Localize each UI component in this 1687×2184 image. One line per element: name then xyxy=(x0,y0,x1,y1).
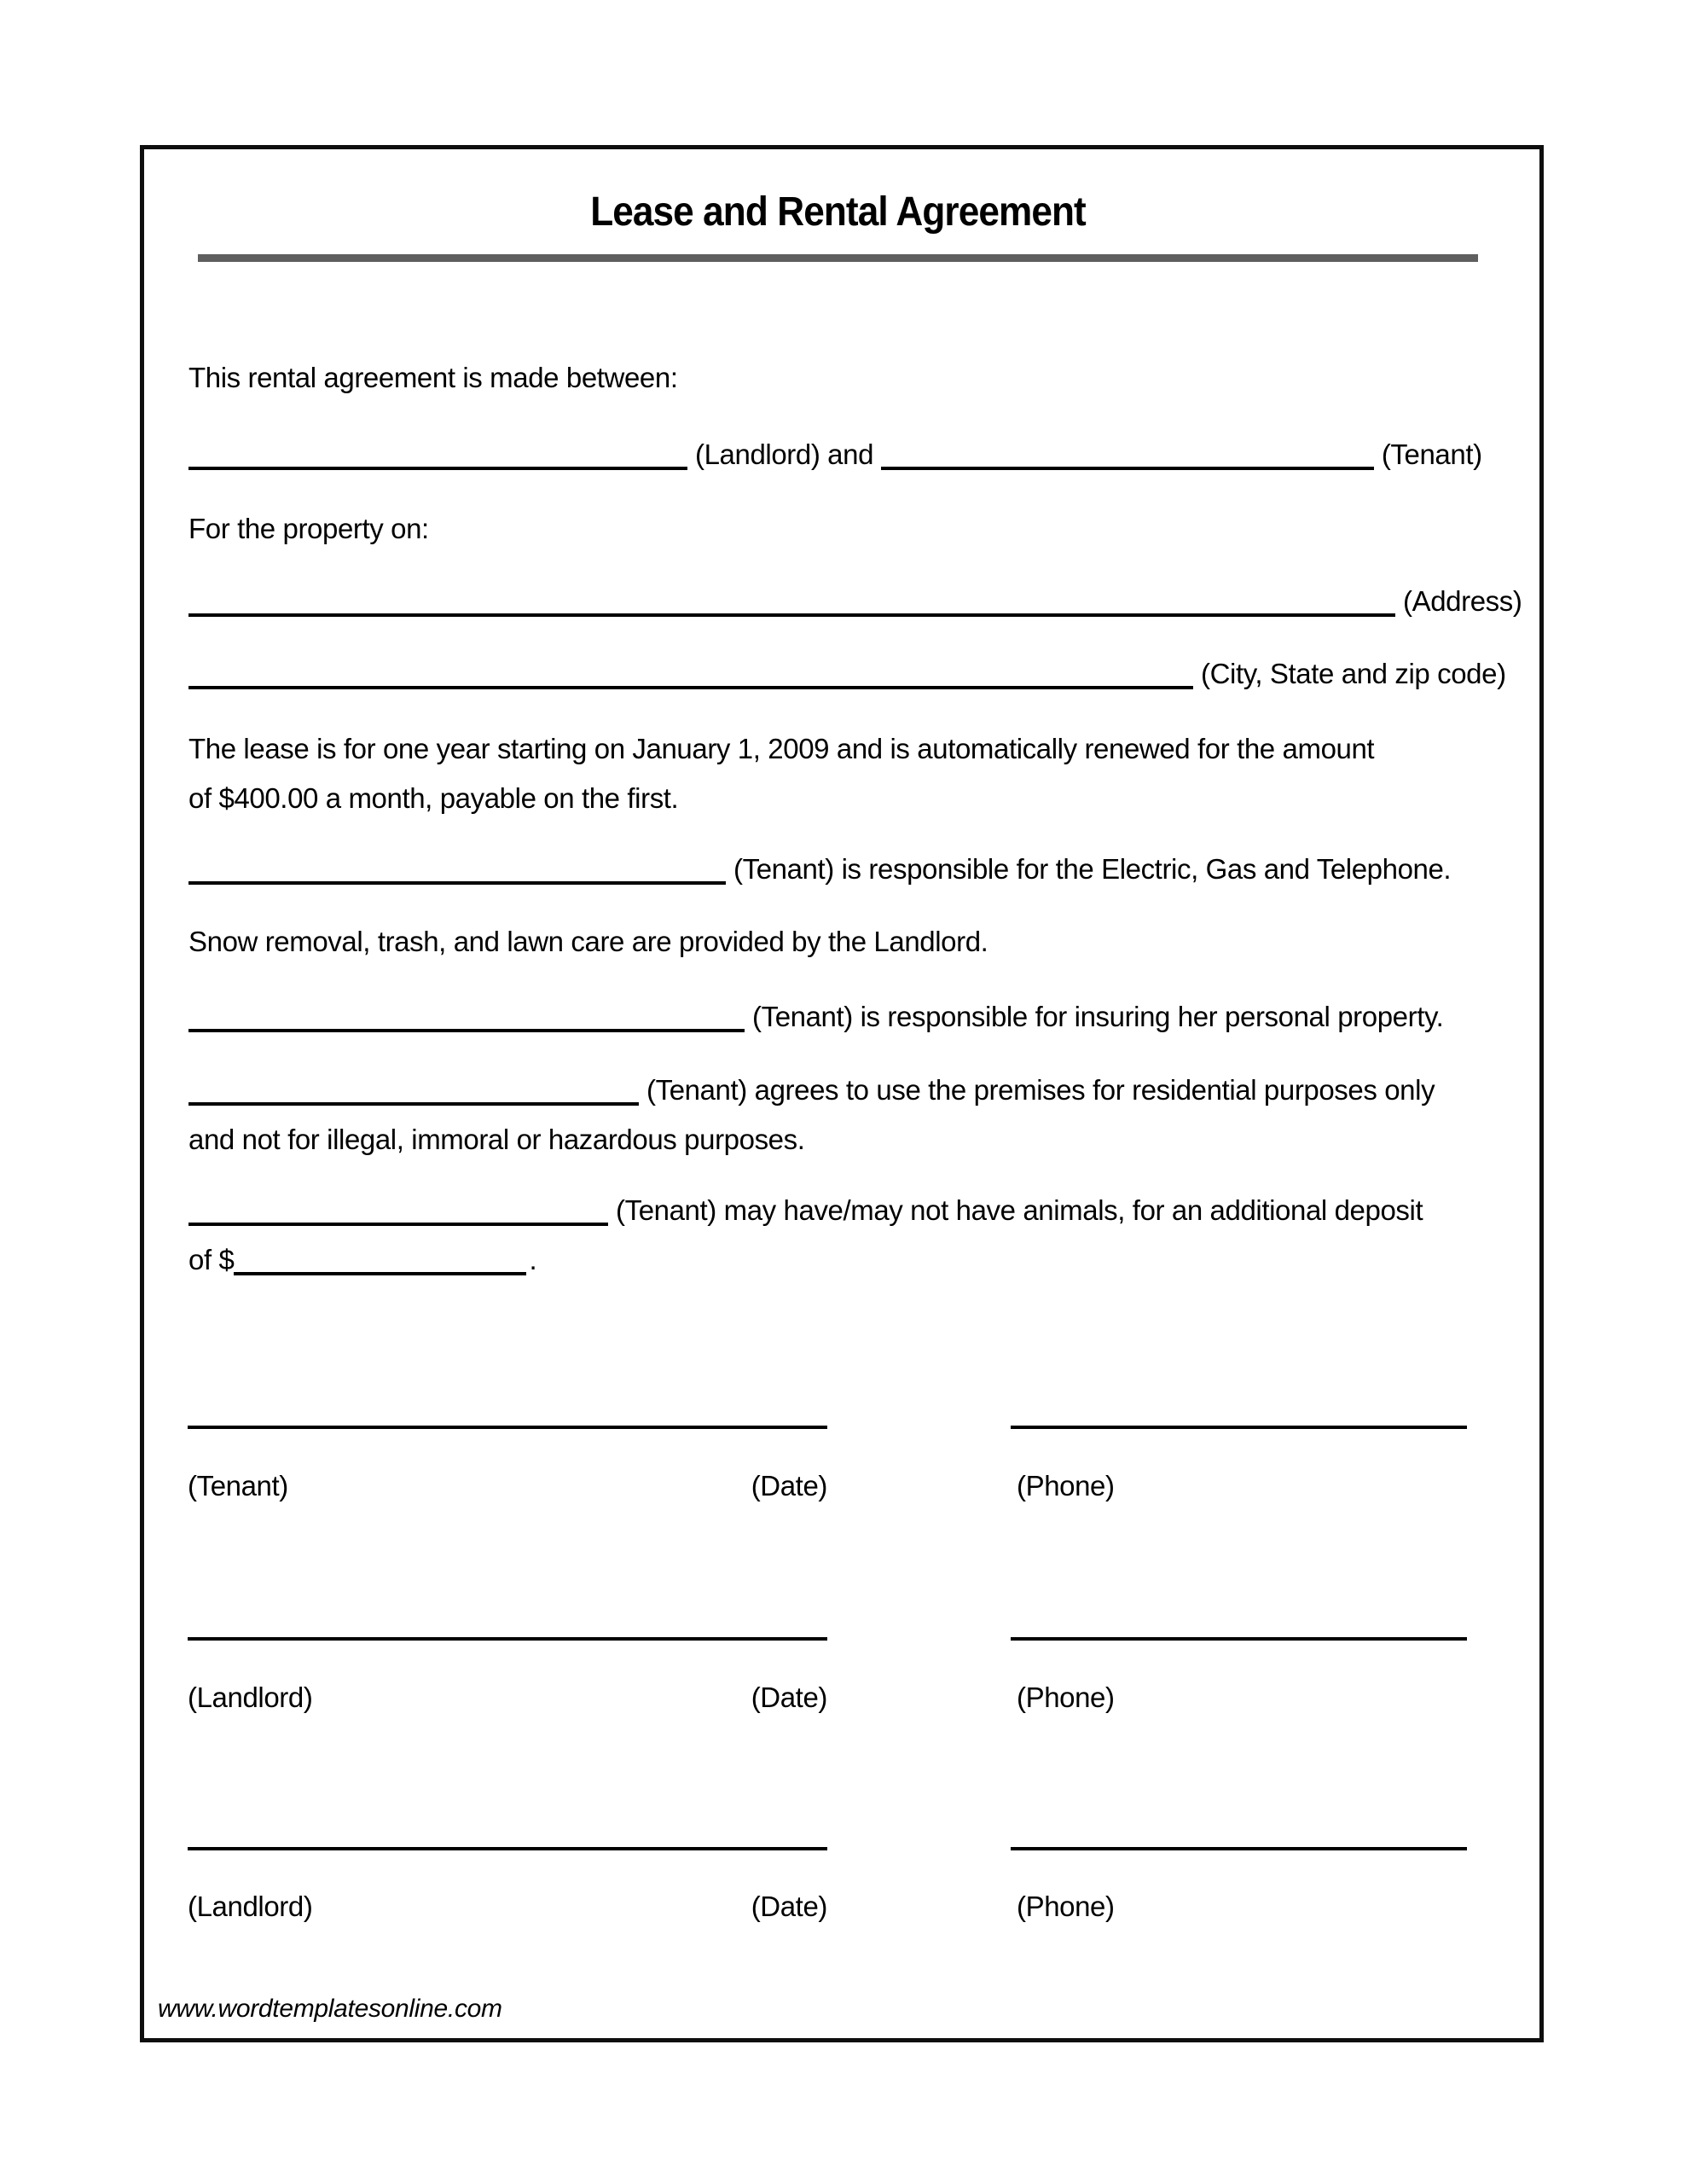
animals-tenant-blank xyxy=(188,1200,608,1226)
parties-line xyxy=(188,429,1543,480)
address-blank xyxy=(188,591,1395,617)
address-label: (Address) xyxy=(1403,585,1522,617)
landlord1-phone-label: (Phone) xyxy=(1017,1682,1115,1713)
animals-clause-line1: (Tenant) may have/may not have animals, for an additional deposit xyxy=(616,1194,1423,1226)
insurance-tenant-blank xyxy=(188,1007,745,1032)
property-intro-text: For the property on: xyxy=(188,513,429,544)
tenant-signature-line xyxy=(188,1426,827,1429)
residential-clause-line2: and not for illegal, immoral or hazardous purposes. xyxy=(188,1124,805,1155)
city-state-zip-line xyxy=(188,648,1543,700)
landlord2-signature-labels xyxy=(188,1881,827,1932)
landlord1-role-label: (Landlord) xyxy=(188,1682,313,1713)
landlord1-phone-line xyxy=(1011,1637,1467,1641)
city-state-zip-blank xyxy=(188,664,1193,689)
animals-deposit-prefix: of $ xyxy=(188,1244,235,1275)
animals-deposit-suffix: . xyxy=(529,1244,537,1275)
tenant-phone-label: (Phone) xyxy=(1017,1470,1115,1502)
residential-clause-line1: (Tenant) agrees to use the premises for residential purposes only xyxy=(646,1074,1435,1106)
residential-clause-paragraph xyxy=(188,1066,1543,1165)
landlord2-phone-label: (Phone) xyxy=(1017,1891,1115,1922)
landlord1-date-label: (Date) xyxy=(751,1682,827,1713)
residential-tenant-blank xyxy=(188,1080,639,1106)
landlord2-phone-line xyxy=(1011,1847,1467,1850)
landlord1-signature-labels xyxy=(188,1672,827,1723)
tenant-date-label: (Date) xyxy=(751,1470,827,1502)
landlord-label: (Landlord) and xyxy=(695,439,874,470)
page-border-box xyxy=(140,145,1544,2042)
title-underline-rule xyxy=(198,254,1478,262)
tenant-label: (Tenant) xyxy=(1381,439,1482,470)
landlord1-signature-line xyxy=(188,1637,827,1641)
lease-term-paragraph xyxy=(188,724,1543,823)
tenant-role-label: (Tenant) xyxy=(188,1470,288,1502)
lease-term-line1: The lease is for one year starting on January 1, 2009 and is automatically renewed for the amount xyxy=(188,733,1375,764)
landlord2-signature-line xyxy=(188,1847,827,1850)
intro-line xyxy=(188,352,1543,404)
utilities-clause-text: (Tenant) is responsible for the Electric, Gas and Telephone. xyxy=(733,853,1452,885)
utilities-clause-line xyxy=(188,844,1543,895)
landlord-services-line xyxy=(188,916,1543,967)
utilities-tenant-blank xyxy=(188,859,726,885)
landlord-services-text: Snow removal, trash, and lawn care are provided by the Landlord. xyxy=(188,926,988,957)
property-intro-line xyxy=(188,503,1543,555)
intro-text: This rental agreement is made between: xyxy=(188,362,678,393)
animals-deposit-blank xyxy=(234,1250,526,1275)
lease-term-line2: of $400.00 a month, payable on the first. xyxy=(188,782,679,814)
landlord-name-blank xyxy=(188,444,687,470)
footer-url: www.wordtemplatesonline.com xyxy=(158,1995,502,2023)
address-line xyxy=(188,576,1543,627)
insurance-clause-line xyxy=(188,991,1543,1043)
city-state-zip-label: (City, State and zip code) xyxy=(1201,658,1506,689)
landlord2-date-label: (Date) xyxy=(751,1891,827,1922)
landlord2-role-label: (Landlord) xyxy=(188,1891,313,1922)
animals-clause-paragraph xyxy=(188,1186,1543,1285)
insurance-clause-text: (Tenant) is responsible for insuring her personal property. xyxy=(752,1001,1444,1032)
tenant-signature-labels xyxy=(188,1461,827,1512)
document-title: Lease and Rental Agreement xyxy=(590,189,1086,235)
tenant-phone-line xyxy=(1011,1426,1467,1429)
tenant-name-blank xyxy=(881,444,1374,470)
